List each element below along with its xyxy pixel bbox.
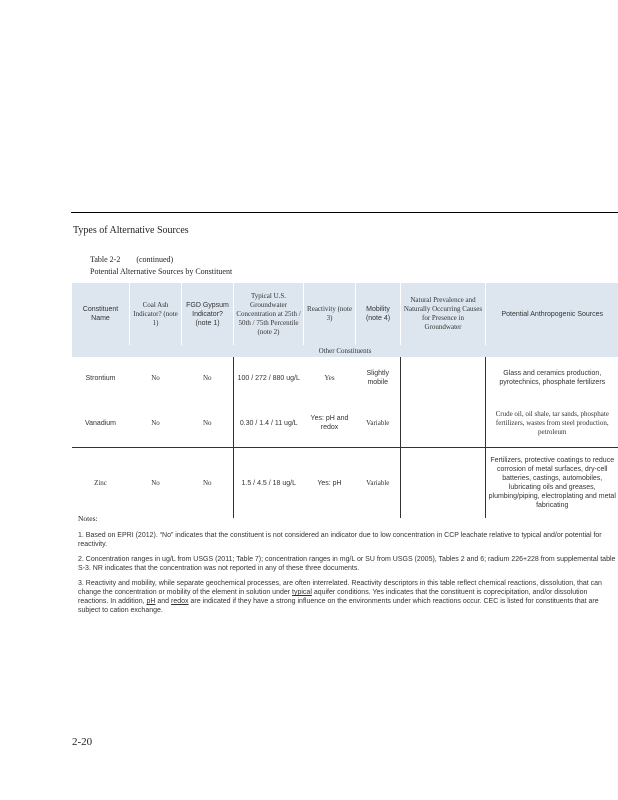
section-title: Types of Alternative Sources — [73, 225, 189, 236]
table-row — [72, 399, 618, 448]
table-header-row — [72, 283, 618, 345]
notes-title: Notes: — [78, 514, 98, 523]
cell-anthropogenic: Fertilizers, protective coatings to reduce corrosion of metal surfaces, dry-cell batteries, castings, automobiles, lubricating oils and greases, plumbing/piping, electroplating and metal fabricating — [486, 448, 618, 519]
cell-reactivity: Yes: pH — [304, 448, 356, 519]
table-number-label: Table 2-2 — [90, 255, 121, 264]
header-constituent-name: Constituent Name — [72, 283, 130, 345]
note-3-redox: redox — [171, 598, 189, 605]
cell-name: Zinc — [72, 448, 130, 519]
table-row — [72, 448, 618, 519]
note-3-typical: typical — [292, 589, 312, 596]
header-rule — [71, 212, 618, 213]
cell-fgd: No — [182, 448, 234, 519]
cell-mobility: Variable — [356, 448, 401, 519]
note-1: 1. Based on EPRI (2012). “No” indicates that the constituent is not considered an indicator due to low concentration in CCP leachate relative to typical and/or potential for reactivity. — [78, 532, 602, 548]
note-3-ph: pH — [146, 598, 156, 605]
header-reactivity: Reactivity (note 3) — [304, 283, 356, 345]
cell-concentration: 100 / 272 / 880 ug/L — [234, 357, 304, 399]
cell-coal-ash: No — [130, 448, 182, 519]
cell-natural — [401, 399, 486, 448]
cell-mobility: Slightly mobile — [366, 370, 390, 386]
cell-anthropogenic: Glass and ceramics production, pyrotechnics, phosphate fertilizers — [486, 357, 618, 399]
header-anthropogenic: Potential Anthropogenic Sources — [486, 283, 618, 345]
table-number — [90, 255, 173, 264]
constituent-table — [71, 283, 618, 518]
cell-mobility: Variable — [366, 418, 390, 427]
cell-coal-ash: No — [151, 373, 160, 382]
subheader-row — [72, 345, 618, 357]
cell-reactivity: Yes: pH and redox — [310, 415, 349, 431]
note-3-part-c: are indicated if they have a strong influence on the environments under which reactions occur. CEC is listed for constituents that are subject to cation exchange. — [78, 598, 599, 614]
subheader-other-constituents: Other Constituents — [72, 345, 618, 357]
notes-section — [78, 514, 618, 621]
note-3-part-a: 3. Reactivity and mobility, while separate geochemical processes, are often interrelated. Reactivity descriptors in this table reflect chemical reactions, dissolution, that can change the concentration or mobility of the element in solution under — [78, 580, 602, 596]
cell-natural — [401, 448, 486, 519]
cell-reactivity: Yes — [324, 373, 335, 382]
cell-concentration: 0.30 / 1.4 / 11 ug/L — [234, 399, 304, 448]
header-concentration: Typical U.S. Groundwater Concentration at 25th / 50th / 75th Percentile (note 2) — [234, 283, 304, 345]
page-number: 2-20 — [72, 736, 93, 748]
cell-concentration: 1.5 / 4.5 / 18 ug/L — [234, 448, 304, 519]
cell-name: Vanadium — [84, 419, 116, 427]
cell-natural — [401, 357, 486, 399]
note-3 — [78, 579, 618, 615]
cell-name: Strontium — [85, 374, 116, 382]
cell-fgd: No — [202, 373, 212, 382]
cell-coal-ash: No — [151, 418, 160, 427]
header-fgd-gypsum: FGD Gypsum Indicator? (note 1) — [182, 283, 234, 345]
note-3-part-b: aquifer conditions. Yes indicates that the constituent is coprecipitation, and/or dissolution reactions. In addition, — [78, 589, 588, 605]
table-continued: (continued) — [136, 255, 174, 264]
table-row — [72, 357, 618, 399]
note-3-and: and — [155, 598, 172, 605]
header-mobility: Mobility (note 4) — [356, 283, 401, 345]
header-coal-ash: Coal Ash Indicator? (note 1) — [130, 283, 182, 345]
cell-fgd: No — [202, 418, 212, 427]
cell-anthropogenic: Crude oil, oil shale, tar sands, phosphate fertilizers, wastes from steel production, petroleum — [486, 399, 618, 448]
note-2: 2. Concentration ranges in ug/L from USGS (2011; Table 7); concentration ranges in mg/L or SU from USGS (2005), Tables 2 and 6; radium 226+228 from supplemental table S-3. NR indicates that the concentration was not reported in any of these three documents. — [78, 556, 616, 572]
table-title: Potential Alternative Sources by Constituent — [90, 267, 233, 276]
header-natural-prevalence: Natural Prevalence and Naturally Occurring Causes for Presence in Groundwater — [401, 283, 486, 345]
